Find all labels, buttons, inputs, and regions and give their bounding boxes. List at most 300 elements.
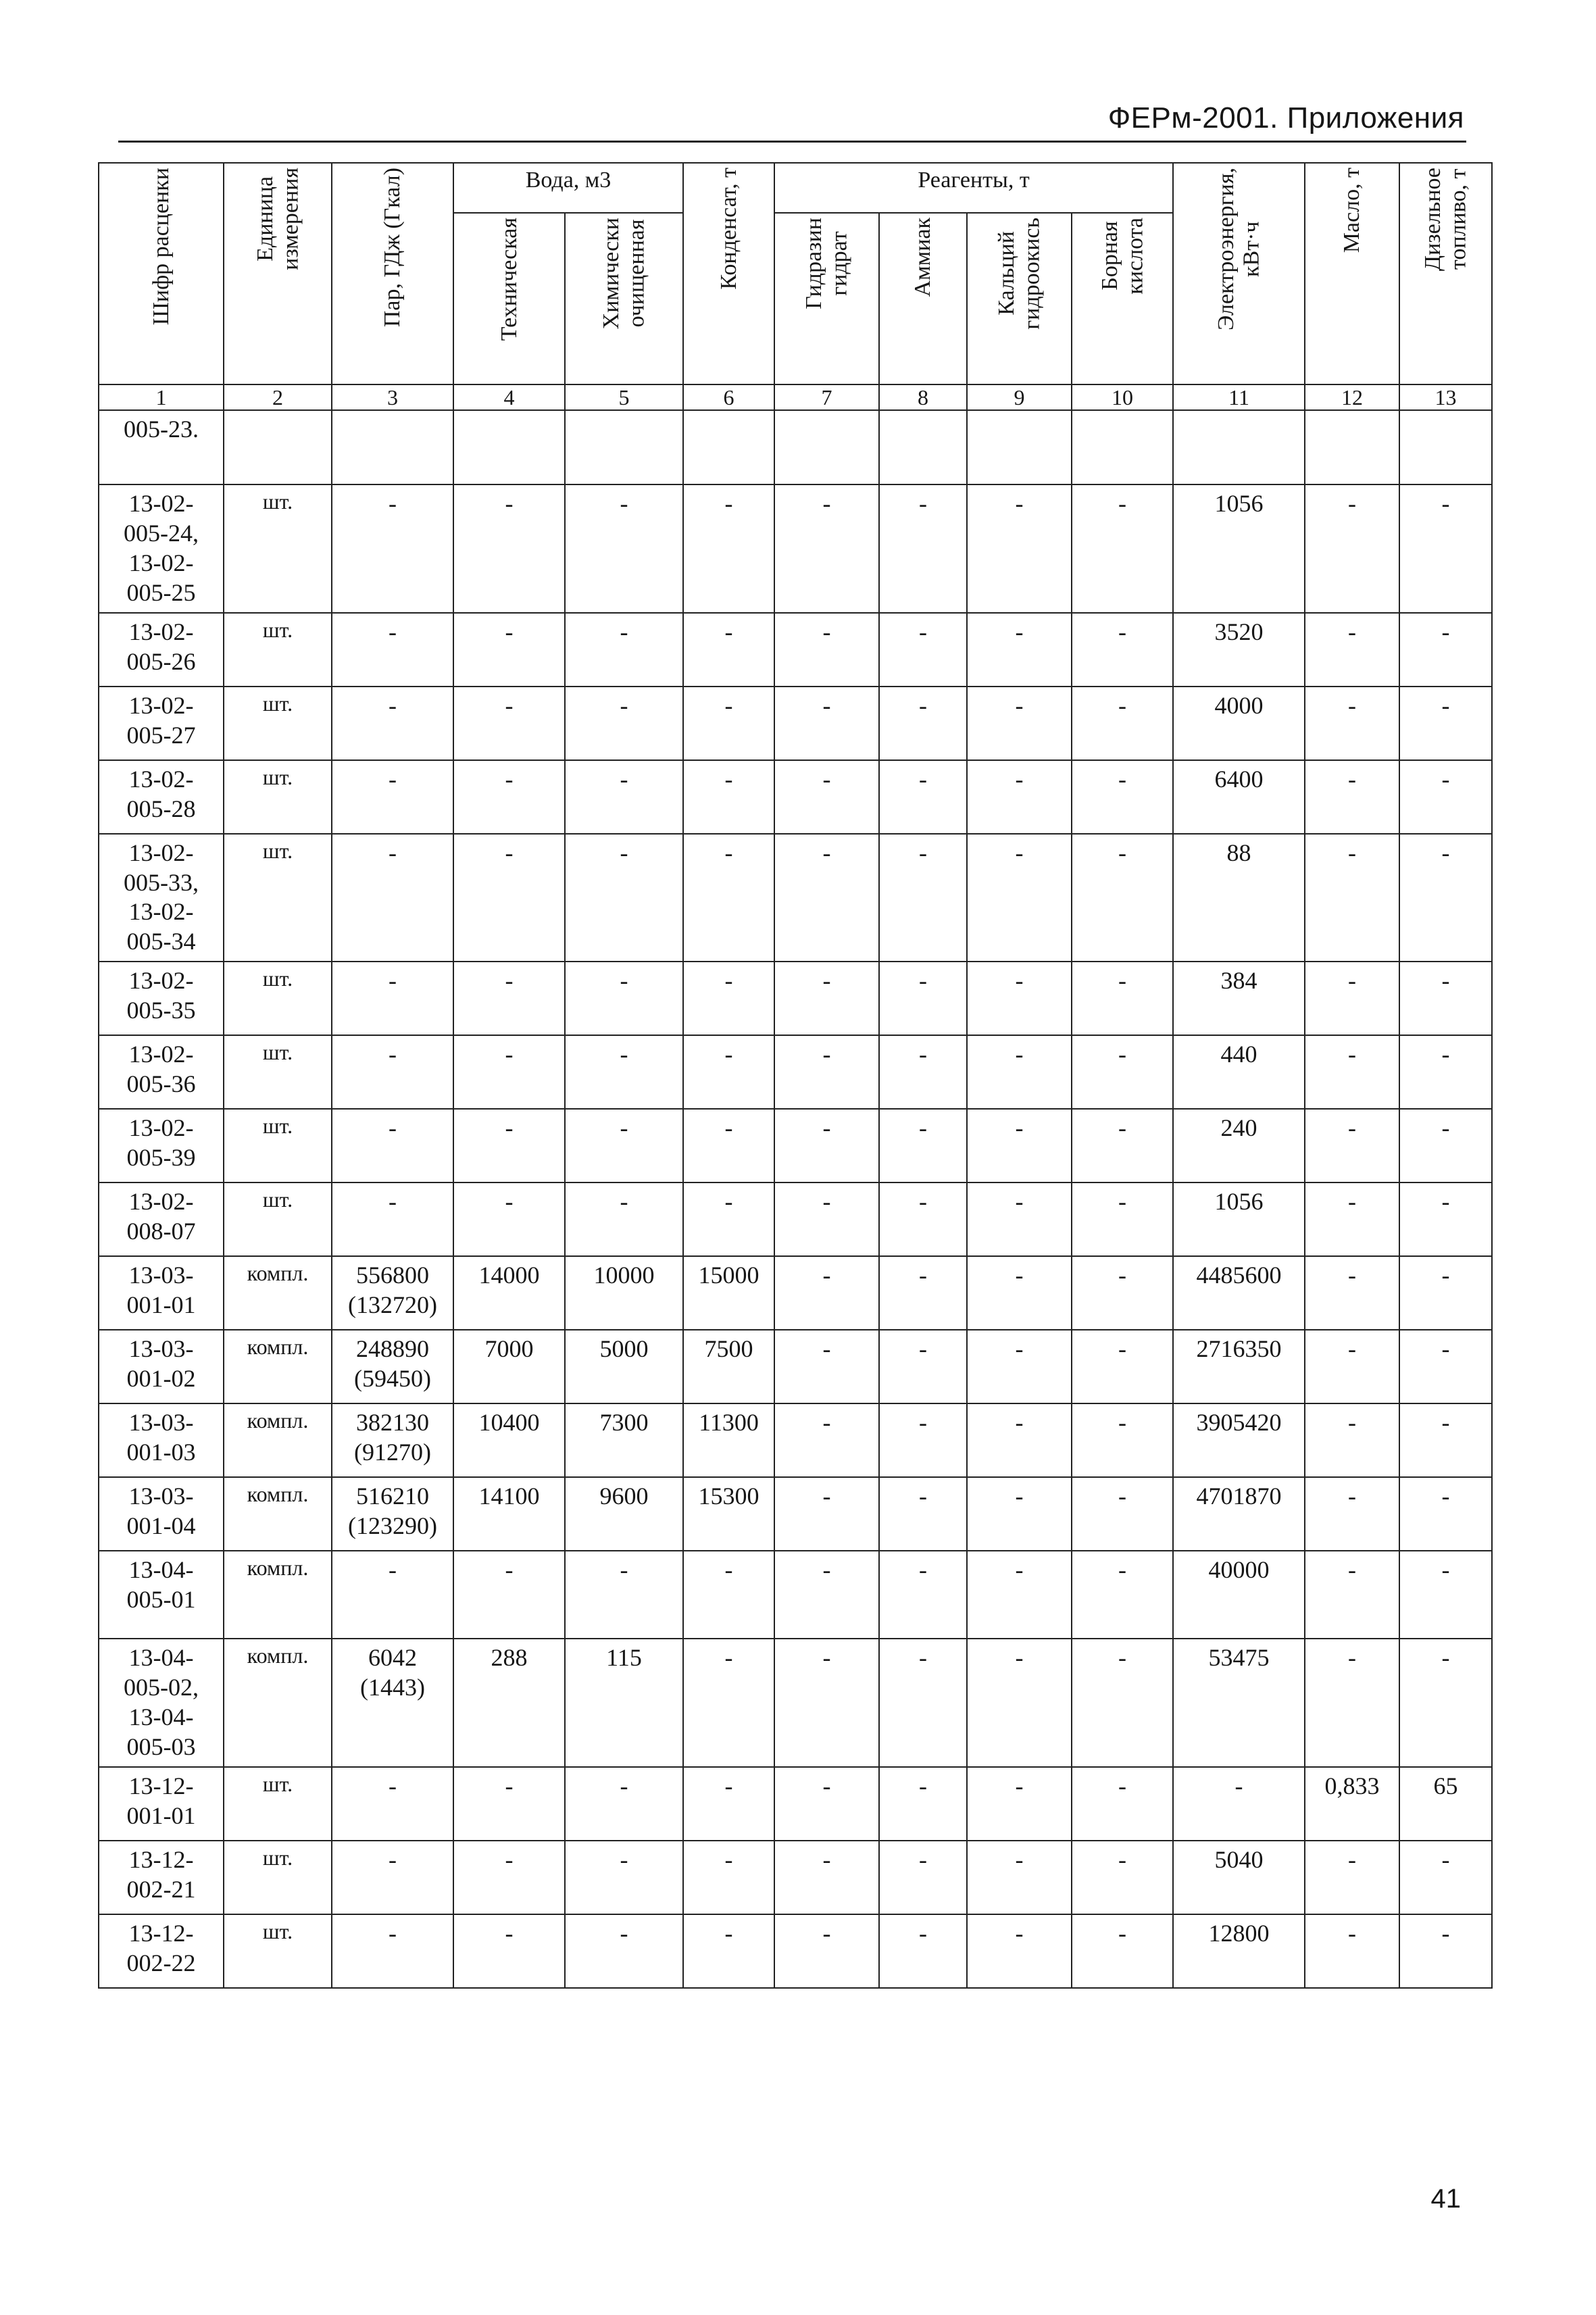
value-cell: - <box>879 834 967 962</box>
col-header-condensate: Конденсат, т <box>683 163 774 384</box>
value-cell: 5040 <box>1173 1841 1305 1914</box>
value-cell <box>1305 410 1399 484</box>
value-cell: - <box>967 1767 1072 1841</box>
col-header-calcium: Кальций гидроокись <box>967 213 1072 384</box>
value-cell: - <box>1399 687 1492 760</box>
value-cell: 4701870 <box>1173 1477 1305 1551</box>
value-cell: - <box>683 1109 774 1183</box>
column-number: 1 <box>99 384 224 410</box>
table-row <box>99 1639 1492 1767</box>
value-cell: - <box>1305 1256 1399 1330</box>
value-cell: 65 <box>1399 1767 1492 1841</box>
value-cell: 14000 <box>453 1256 565 1330</box>
col-header-steam: Пар, ГДж (Гкал) <box>332 163 453 384</box>
value-cell: - <box>683 1183 774 1256</box>
value-cell: - <box>1305 1183 1399 1256</box>
value-cell: - <box>683 1767 774 1841</box>
value-cell: - <box>967 687 1072 760</box>
value-cell: - <box>1072 1841 1173 1914</box>
value-cell: - <box>1305 1551 1399 1639</box>
value-cell: - <box>453 1035 565 1109</box>
value-cell: - <box>967 962 1072 1035</box>
value-cell: - <box>774 1109 879 1183</box>
value-cell: - <box>1399 1551 1492 1639</box>
unit-cell: шт. <box>224 613 332 687</box>
value-cell: - <box>1072 1477 1173 1551</box>
column-number: 13 <box>1399 384 1492 410</box>
value-cell: - <box>967 834 1072 962</box>
value-cell: - <box>1072 687 1173 760</box>
value-cell: - <box>1072 1109 1173 1183</box>
value-cell: - <box>332 1035 453 1109</box>
value-cell: 6042 (1443) <box>332 1639 453 1767</box>
value-cell: 1056 <box>1173 1183 1305 1256</box>
value-cell: - <box>1305 1109 1399 1183</box>
value-cell: - <box>683 1841 774 1914</box>
value-cell: - <box>879 687 967 760</box>
value-cell: - <box>1305 1035 1399 1109</box>
unit-cell: шт. <box>224 484 332 613</box>
value-cell: - <box>1305 1639 1399 1767</box>
value-cell: - <box>774 1256 879 1330</box>
value-cell: - <box>1399 1841 1492 1914</box>
value-cell: - <box>774 687 879 760</box>
value-cell: - <box>683 1639 774 1767</box>
value-cell: - <box>565 1841 683 1914</box>
column-number: 11 <box>1173 384 1305 410</box>
value-cell: 1056 <box>1173 484 1305 613</box>
value-cell: - <box>683 760 774 834</box>
value-cell: - <box>879 760 967 834</box>
value-cell: - <box>683 1914 774 1988</box>
value-cell <box>774 410 879 484</box>
value-cell: - <box>1399 760 1492 834</box>
rate-code-cell: 13-02- 005-39 <box>99 1109 224 1183</box>
table-row <box>99 1109 1492 1183</box>
value-cell: - <box>332 1767 453 1841</box>
column-number-row <box>99 384 1492 410</box>
value-cell: 3520 <box>1173 613 1305 687</box>
column-number: 3 <box>332 384 453 410</box>
value-cell: - <box>453 1914 565 1988</box>
table-row <box>99 484 1492 613</box>
value-cell: - <box>1305 1330 1399 1403</box>
col-header-oil: Масло, т <box>1305 163 1399 384</box>
value-cell: 15300 <box>683 1477 774 1551</box>
value-cell: - <box>332 834 453 962</box>
value-cell: 11300 <box>683 1403 774 1477</box>
value-cell <box>1399 410 1492 484</box>
value-cell: - <box>453 1183 565 1256</box>
rate-code-cell: 13-03- 001-04 <box>99 1477 224 1551</box>
value-cell: - <box>774 613 879 687</box>
rate-code-cell: 13-03- 001-02 <box>99 1330 224 1403</box>
value-cell: - <box>683 687 774 760</box>
value-cell: - <box>565 1767 683 1841</box>
value-cell: - <box>774 1035 879 1109</box>
value-cell: - <box>967 1477 1072 1551</box>
value-cell: - <box>1072 1330 1173 1403</box>
header-divider <box>118 141 1466 143</box>
value-cell: - <box>774 1477 879 1551</box>
value-cell: - <box>565 484 683 613</box>
value-cell: - <box>774 1551 879 1639</box>
unit-cell: шт. <box>224 687 332 760</box>
value-cell: - <box>1072 613 1173 687</box>
col-header-code: Шифр расценки <box>99 163 224 384</box>
value-cell: - <box>565 613 683 687</box>
value-cell: - <box>332 1109 453 1183</box>
value-cell: - <box>332 1914 453 1988</box>
value-cell: - <box>565 760 683 834</box>
rate-code-cell: 13-12- 001-01 <box>99 1767 224 1841</box>
value-cell: - <box>774 1639 879 1767</box>
unit-cell: шт. <box>224 1841 332 1914</box>
value-cell: - <box>1399 1330 1492 1403</box>
value-cell: - <box>1072 1035 1173 1109</box>
col-header-diesel: Дизельное топливо, т <box>1399 163 1492 384</box>
value-cell: - <box>1399 1183 1492 1256</box>
value-cell: - <box>1072 1639 1173 1767</box>
value-cell: - <box>879 1841 967 1914</box>
unit-cell: компл. <box>224 1551 332 1639</box>
value-cell: 7500 <box>683 1330 774 1403</box>
col-header-hydrazine: Гидразин гидрат <box>774 213 879 384</box>
value-cell: 115 <box>565 1639 683 1767</box>
unit-cell: шт. <box>224 1767 332 1841</box>
value-cell: - <box>1305 1403 1399 1477</box>
value-cell: - <box>683 1551 774 1639</box>
col-header-water-chem: Химически очищенная <box>565 213 683 384</box>
value-cell: - <box>1399 1639 1492 1767</box>
value-cell: - <box>1305 687 1399 760</box>
col-group-water: Вода, м3 <box>453 163 683 213</box>
value-cell: - <box>1072 1256 1173 1330</box>
value-cell: - <box>332 760 453 834</box>
value-cell: - <box>879 1639 967 1767</box>
col-header-boric: Борная кислота <box>1072 213 1173 384</box>
unit-cell: компл. <box>224 1403 332 1477</box>
value-cell: - <box>1399 613 1492 687</box>
rate-code-cell: 13-12- 002-21 <box>99 1841 224 1914</box>
value-cell: 9600 <box>565 1477 683 1551</box>
value-cell: - <box>879 1914 967 1988</box>
value-cell: - <box>332 1841 453 1914</box>
value-cell: - <box>774 484 879 613</box>
value-cell: - <box>1305 834 1399 962</box>
value-cell: - <box>774 760 879 834</box>
value-cell: - <box>453 834 565 962</box>
table-row <box>99 1403 1492 1477</box>
table-row <box>99 962 1492 1035</box>
table-row <box>99 760 1492 834</box>
value-cell: - <box>1399 484 1492 613</box>
value-cell: - <box>453 1841 565 1914</box>
value-cell: - <box>1072 484 1173 613</box>
value-cell: - <box>774 1403 879 1477</box>
col-header-electricity: Электроэнергия, кВт·ч <box>1173 163 1305 384</box>
value-cell: 6400 <box>1173 760 1305 834</box>
value-cell: 5000 <box>565 1330 683 1403</box>
value-cell: - <box>967 1330 1072 1403</box>
value-cell <box>879 410 967 484</box>
rate-code-cell: 13-04- 005-02, 13-04- 005-03 <box>99 1639 224 1767</box>
value-cell: - <box>565 962 683 1035</box>
value-cell: 288 <box>453 1639 565 1767</box>
value-cell: - <box>332 613 453 687</box>
value-cell: - <box>332 962 453 1035</box>
value-cell: - <box>774 962 879 1035</box>
value-cell: - <box>879 1183 967 1256</box>
table-row <box>99 613 1492 687</box>
unit-cell: шт. <box>224 1914 332 1988</box>
value-cell: - <box>967 760 1072 834</box>
value-cell: 384 <box>1173 962 1305 1035</box>
value-cell: - <box>453 613 565 687</box>
value-cell: 53475 <box>1173 1639 1305 1767</box>
col-group-reagents: Реагенты, т <box>774 163 1173 213</box>
header-row-top <box>99 163 1492 213</box>
col-header-unit: Единица измерения <box>224 163 332 384</box>
value-cell: - <box>332 1183 453 1256</box>
resource-norms-table <box>98 162 1493 1989</box>
value-cell: - <box>879 1330 967 1403</box>
value-cell: - <box>879 1767 967 1841</box>
value-cell: - <box>683 484 774 613</box>
value-cell: - <box>1305 613 1399 687</box>
rate-code-cell: 13-02- 005-35 <box>99 962 224 1035</box>
value-cell: - <box>683 613 774 687</box>
value-cell: 4485600 <box>1173 1256 1305 1330</box>
value-cell: 0,833 <box>1305 1767 1399 1841</box>
column-number: 10 <box>1072 384 1173 410</box>
value-cell: - <box>967 1256 1072 1330</box>
column-number: 5 <box>565 384 683 410</box>
page-number: 41 <box>1430 2184 1461 2214</box>
table-row <box>99 1256 1492 1330</box>
value-cell <box>967 410 1072 484</box>
unit-cell: компл. <box>224 1477 332 1551</box>
value-cell: - <box>565 1035 683 1109</box>
rate-code-cell: 13-02- 005-24, 13-02- 005-25 <box>99 484 224 613</box>
value-cell: 516210 (123290) <box>332 1477 453 1551</box>
value-cell <box>332 410 453 484</box>
value-cell <box>1072 410 1173 484</box>
value-cell: - <box>967 1035 1072 1109</box>
value-cell: - <box>1399 1109 1492 1183</box>
value-cell: - <box>565 834 683 962</box>
value-cell: - <box>1072 1767 1173 1841</box>
value-cell: 240 <box>1173 1109 1305 1183</box>
column-number: 8 <box>879 384 967 410</box>
value-cell: - <box>1305 1841 1399 1914</box>
value-cell: - <box>879 1035 967 1109</box>
value-cell: 14100 <box>453 1477 565 1551</box>
rate-code-cell: 13-03- 001-03 <box>99 1403 224 1477</box>
table-row <box>99 1551 1492 1639</box>
value-cell: - <box>332 484 453 613</box>
value-cell: - <box>879 484 967 613</box>
value-cell: 556800 (132720) <box>332 1256 453 1330</box>
value-cell: - <box>453 1109 565 1183</box>
value-cell: 12800 <box>1173 1914 1305 1988</box>
value-cell: - <box>879 613 967 687</box>
value-cell: - <box>683 962 774 1035</box>
rate-code-cell: 13-02- 005-26 <box>99 613 224 687</box>
value-cell: 248890 (59450) <box>332 1330 453 1403</box>
column-number: 9 <box>967 384 1072 410</box>
col-header-water-tech: Техническая <box>453 213 565 384</box>
value-cell: - <box>879 1551 967 1639</box>
value-cell: - <box>683 834 774 962</box>
value-cell: - <box>1305 962 1399 1035</box>
value-cell: - <box>1399 1256 1492 1330</box>
value-cell: - <box>1305 1477 1399 1551</box>
value-cell: - <box>967 1639 1072 1767</box>
table-row <box>99 410 1492 484</box>
table-row <box>99 1914 1492 1988</box>
rate-code-cell: 13-02- 005-28 <box>99 760 224 834</box>
table-row <box>99 834 1492 962</box>
column-number: 12 <box>1305 384 1399 410</box>
value-cell: - <box>967 1109 1072 1183</box>
column-number: 4 <box>453 384 565 410</box>
value-cell: - <box>565 1109 683 1183</box>
value-cell: - <box>1305 484 1399 613</box>
value-cell: - <box>1399 1035 1492 1109</box>
column-number: 6 <box>683 384 774 410</box>
value-cell: - <box>879 1477 967 1551</box>
value-cell: 440 <box>1173 1035 1305 1109</box>
value-cell: - <box>1399 834 1492 962</box>
value-cell: - <box>879 962 967 1035</box>
table-row <box>99 1330 1492 1403</box>
value-cell: - <box>967 484 1072 613</box>
value-cell: - <box>332 687 453 760</box>
value-cell: - <box>1173 1767 1305 1841</box>
unit-cell: компл. <box>224 1639 332 1767</box>
value-cell <box>565 410 683 484</box>
value-cell: 10400 <box>453 1403 565 1477</box>
value-cell: - <box>453 687 565 760</box>
value-cell: - <box>774 1767 879 1841</box>
col-header-ammonia: Аммиак <box>879 213 967 384</box>
rate-code-cell: 13-04- 005-01 <box>99 1551 224 1639</box>
table-row <box>99 1477 1492 1551</box>
value-cell: - <box>453 962 565 1035</box>
rate-code-cell: 13-02- 005-33, 13-02- 005-34 <box>99 834 224 962</box>
rate-code-cell: 13-02- 005-27 <box>99 687 224 760</box>
value-cell: - <box>879 1403 967 1477</box>
table-row <box>99 1767 1492 1841</box>
rate-code-cell: 13-02- 008-07 <box>99 1183 224 1256</box>
value-cell: - <box>565 1183 683 1256</box>
value-cell: - <box>453 484 565 613</box>
unit-cell <box>224 410 332 484</box>
value-cell: - <box>453 760 565 834</box>
value-cell: - <box>565 1551 683 1639</box>
unit-cell: компл. <box>224 1256 332 1330</box>
unit-cell: шт. <box>224 1035 332 1109</box>
value-cell: - <box>967 1914 1072 1988</box>
value-cell: - <box>1072 834 1173 962</box>
unit-cell: шт. <box>224 962 332 1035</box>
value-cell: - <box>774 1330 879 1403</box>
value-cell: - <box>967 1841 1072 1914</box>
value-cell: 2716350 <box>1173 1330 1305 1403</box>
value-cell: - <box>879 1256 967 1330</box>
value-cell: - <box>1072 1551 1173 1639</box>
value-cell: 382130 (91270) <box>332 1403 453 1477</box>
value-cell: - <box>453 1551 565 1639</box>
value-cell: 7000 <box>453 1330 565 1403</box>
table-row <box>99 1035 1492 1109</box>
value-cell: 88 <box>1173 834 1305 962</box>
column-number: 7 <box>774 384 879 410</box>
value-cell: - <box>1399 1403 1492 1477</box>
value-cell <box>1173 410 1305 484</box>
value-cell: - <box>1399 962 1492 1035</box>
value-cell: - <box>1072 1403 1173 1477</box>
value-cell: - <box>565 687 683 760</box>
rate-code-cell: 005-23. <box>99 410 224 484</box>
value-cell: - <box>967 1551 1072 1639</box>
value-cell: - <box>967 1183 1072 1256</box>
column-number: 2 <box>224 384 332 410</box>
value-cell: - <box>453 1767 565 1841</box>
page-header-title: ФЕРм-2001. Приложения <box>1107 101 1464 134</box>
value-cell <box>453 410 565 484</box>
value-cell: - <box>332 1551 453 1639</box>
value-cell: 15000 <box>683 1256 774 1330</box>
value-cell: 3905420 <box>1173 1403 1305 1477</box>
rate-code-cell: 13-12- 002-22 <box>99 1914 224 1988</box>
rate-code-cell: 13-02- 005-36 <box>99 1035 224 1109</box>
value-cell: - <box>879 1109 967 1183</box>
value-cell: - <box>1072 760 1173 834</box>
value-cell <box>683 410 774 484</box>
value-cell: - <box>774 1183 879 1256</box>
value-cell: - <box>1072 1183 1173 1256</box>
value-cell: 7300 <box>565 1403 683 1477</box>
unit-cell: компл. <box>224 1330 332 1403</box>
rate-code-cell: 13-03- 001-01 <box>99 1256 224 1330</box>
value-cell: - <box>967 613 1072 687</box>
table-row <box>99 1841 1492 1914</box>
unit-cell: шт. <box>224 1109 332 1183</box>
unit-cell: шт. <box>224 834 332 962</box>
value-cell: - <box>1072 1914 1173 1988</box>
value-cell: 10000 <box>565 1256 683 1330</box>
value-cell: - <box>774 834 879 962</box>
value-cell: - <box>1305 760 1399 834</box>
value-cell: - <box>1072 962 1173 1035</box>
table-row <box>99 1183 1492 1256</box>
unit-cell: шт. <box>224 760 332 834</box>
value-cell: - <box>774 1841 879 1914</box>
value-cell: - <box>967 1403 1072 1477</box>
unit-cell: шт. <box>224 1183 332 1256</box>
value-cell: - <box>565 1914 683 1988</box>
value-cell: 40000 <box>1173 1551 1305 1639</box>
value-cell: - <box>1399 1477 1492 1551</box>
table-row <box>99 687 1492 760</box>
value-cell: 4000 <box>1173 687 1305 760</box>
value-cell: - <box>683 1035 774 1109</box>
value-cell: - <box>1305 1914 1399 1988</box>
value-cell: - <box>774 1914 879 1988</box>
value-cell: - <box>1399 1914 1492 1988</box>
